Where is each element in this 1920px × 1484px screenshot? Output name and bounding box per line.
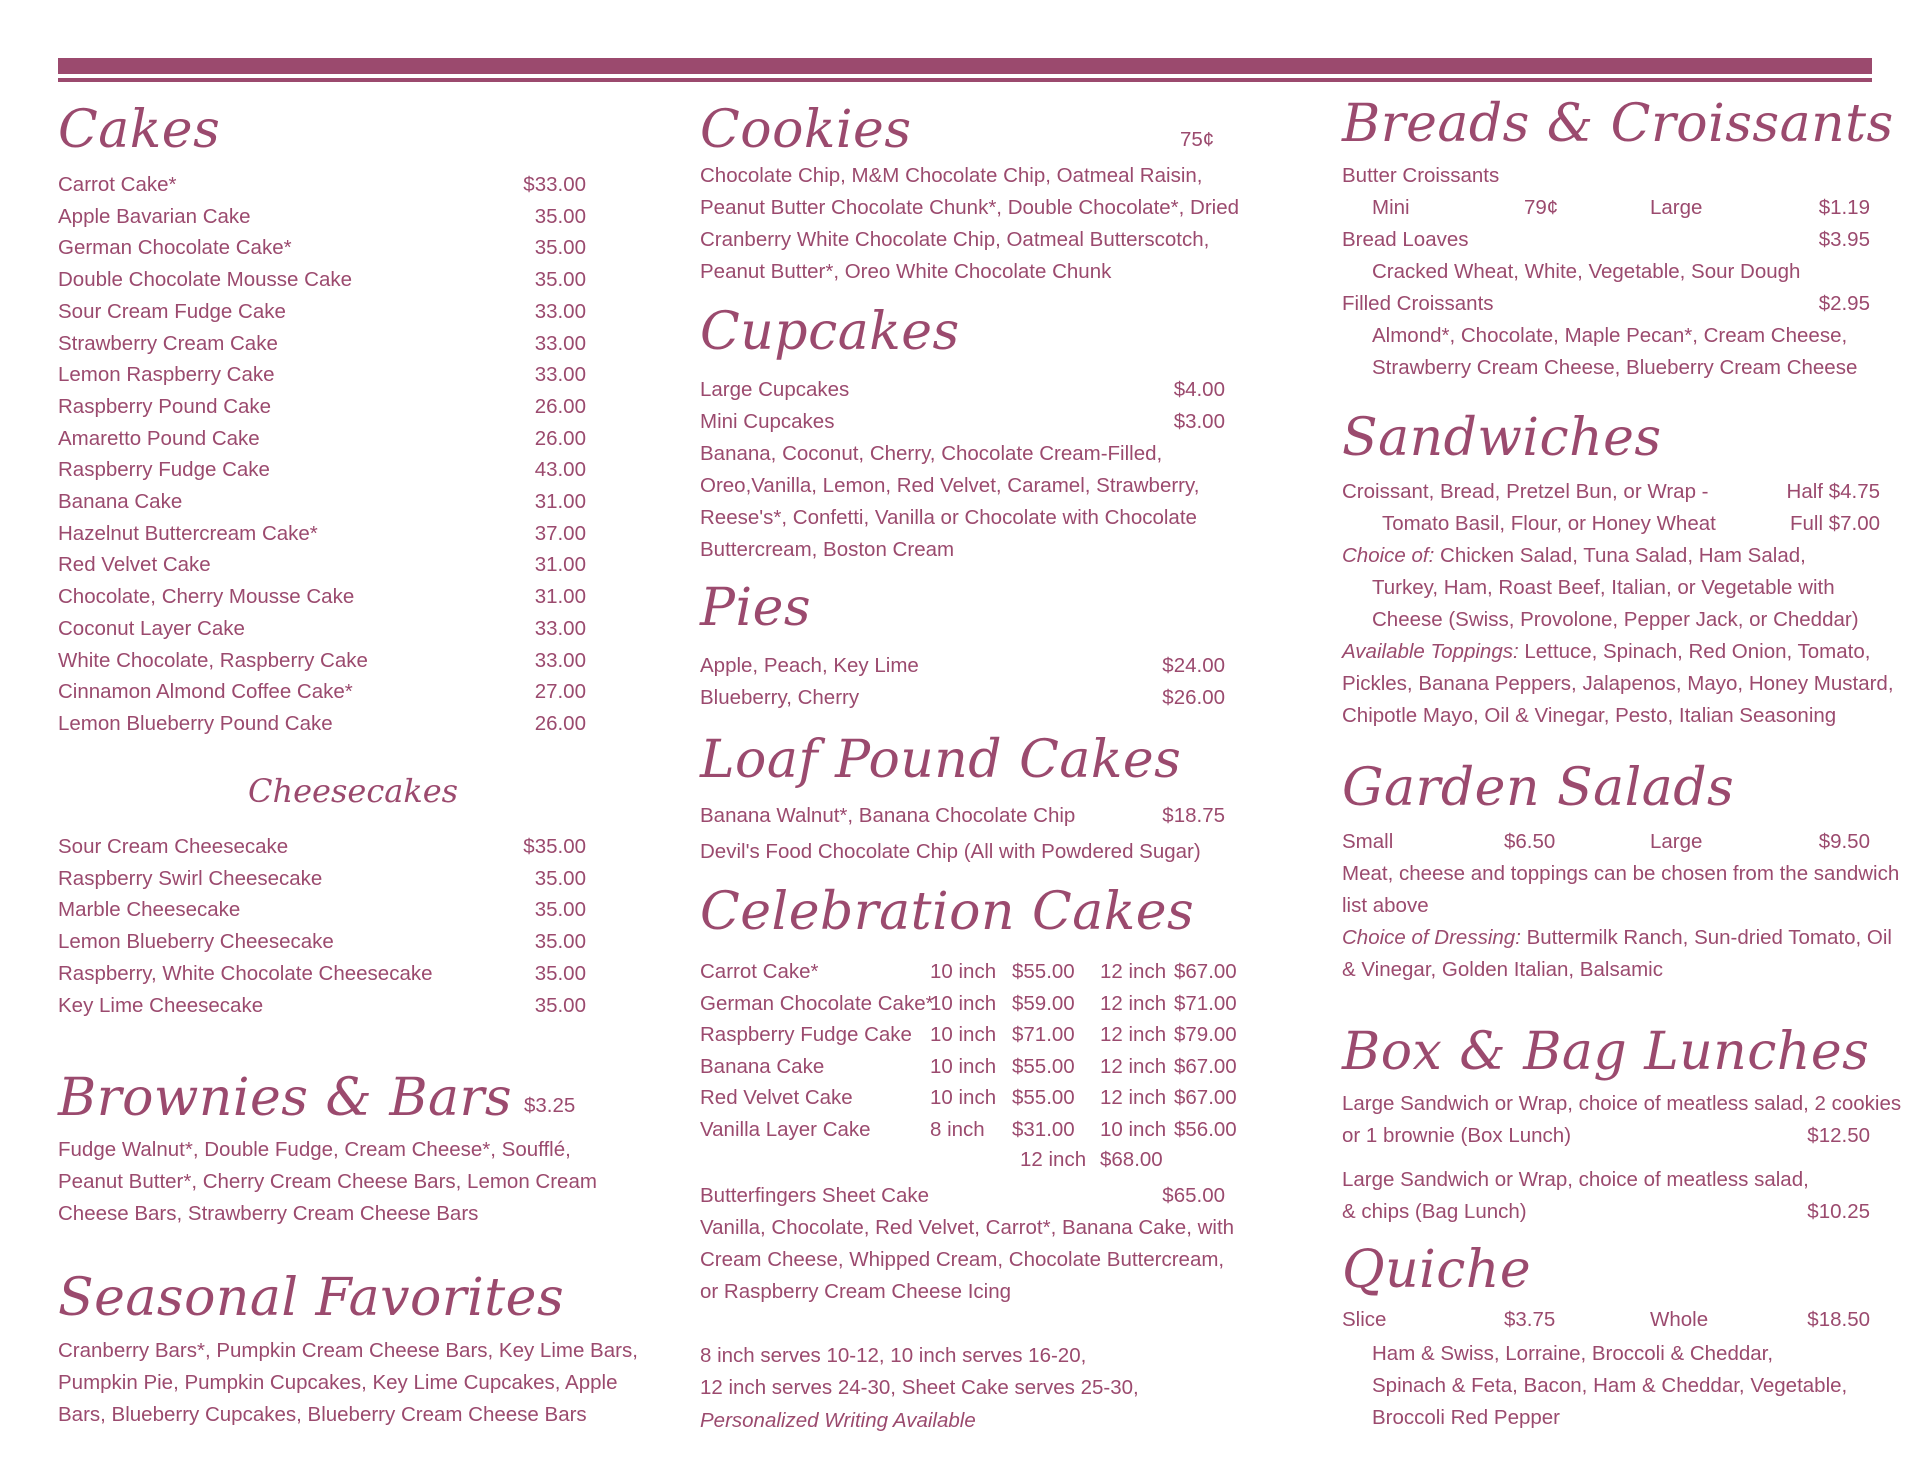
pies-item-name: Apple, Peach, Key Lime — [700, 654, 919, 677]
dressing-label: Choice of Dressing: — [1342, 926, 1521, 949]
celebration-price: $56.00 — [1174, 1118, 1237, 1141]
cake-item-price: $33.00 — [523, 173, 586, 196]
cheesecake-item-price: $35.00 — [523, 835, 586, 858]
celebration-cake-name: Vanilla Layer Cake — [700, 1118, 871, 1141]
serves-line: 12 inch serves 24-30, Sheet Cake serves 25-30, — [700, 1376, 1139, 1399]
cheesecake-item-name: Raspberry, White Chocolate Cheesecake — [58, 961, 433, 985]
celebration-size: 12 inch — [1100, 1054, 1167, 1078]
cake-item-name: Sour Cream Fudge Cake — [58, 299, 286, 323]
cake-item-name: Raspberry Pound Cake — [58, 394, 272, 418]
pies-heading: Pies — [700, 578, 812, 638]
brownies-line: Peanut Butter*, Cherry Cream Cheese Bars, Lemon Cream — [58, 1170, 597, 1193]
mini-price: 79¢ — [1524, 196, 1559, 219]
cupcakes-line: Reese's*, Confetti, Vanilla or Chocolate with Chocolate — [700, 506, 1197, 529]
salad-large-label: Large — [1650, 830, 1703, 853]
celebration-price: $67.00 — [1174, 1054, 1237, 1078]
cake-item-name: Chocolate, Cherry Mousse Cake — [58, 585, 355, 609]
quiche-slice-price: $3.75 — [1504, 1308, 1556, 1331]
large-label: Large — [1650, 196, 1703, 219]
cake-item-name: Strawberry Cream Cake — [58, 331, 278, 355]
cake-item-name: White Chocolate, Raspberry Cake — [58, 648, 368, 672]
cake-item-price: 31.00 — [534, 553, 586, 577]
cake-item-name: Double Chocolate Mousse Cake — [58, 268, 352, 292]
bag-lunch-line: Large Sandwich or Wrap, choice of meatless salad, — [1342, 1168, 1809, 1191]
celebration-size: 10 inch — [930, 991, 997, 1015]
celebration-cake-name: Raspberry Fudge Cake — [700, 1023, 912, 1047]
sheet-cake-name: Butterfingers Sheet Cake — [700, 1184, 930, 1207]
bag-lunch-price: $10.25 — [1807, 1200, 1870, 1223]
seasonal-line: Pumpkin Pie, Pumpkin Cupcakes, Key Lime Cupcakes, Apple — [58, 1371, 618, 1394]
salad-small-price: $6.50 — [1504, 830, 1556, 853]
cheesecake-item-price: 35.00 — [534, 930, 586, 954]
celebration-size: 12 inch — [1100, 991, 1167, 1015]
loaf-heading: Loaf Pound Cakes — [700, 730, 1182, 790]
cookies-line: Peanut Butter*, Oreo White Chocolate Chunk — [700, 260, 1112, 283]
salad-large-price: $9.50 — [1818, 830, 1870, 853]
celebration-price: $55.00 — [1012, 960, 1075, 983]
pies-item-name: Blueberry, Cherry — [700, 686, 860, 709]
cheesecake-item-name: Sour Cream Cheesecake — [58, 835, 289, 858]
cheesecake-item-price: 35.00 — [534, 961, 586, 985]
top-rule-thick — [58, 58, 1872, 74]
celebration-price: $31.00 — [1012, 1118, 1075, 1141]
celebration-size: 8 inch — [930, 1118, 985, 1141]
loaf-line: Banana Walnut*, Banana Chocolate Chip — [700, 804, 1076, 827]
cake-item-price: 35.00 — [534, 236, 586, 260]
seasonal-line: Bars, Blueberry Cupcakes, Blueberry Cream Cheese Bars — [58, 1403, 587, 1426]
pies-item-price: $24.00 — [1162, 654, 1225, 677]
choice-text: Chicken Salad, Tuna Salad, Ham Salad, — [1440, 544, 1806, 567]
celebration-extra-price: $68.00 — [1100, 1148, 1163, 1171]
celebration-cake-name: Carrot Cake* — [700, 960, 819, 983]
quiche-slice-label: Slice — [1342, 1308, 1387, 1331]
sandwich-line: Tomato Basil, Flour, or Honey Wheat — [1382, 512, 1716, 535]
sandwich-line: Croissant, Bread, Pretzel Bun, or Wrap - — [1342, 480, 1709, 503]
cake-item-price: 26.00 — [534, 394, 586, 418]
cupcakes-item-price: $3.00 — [1173, 410, 1225, 433]
quiche-line: Spinach & Feta, Bacon, Ham & Cheddar, Vegetable, — [1372, 1374, 1848, 1397]
celebration-size: 12 inch — [1100, 1023, 1167, 1047]
cake-item-price: 33.00 — [534, 299, 586, 323]
cake-item-price: 37.00 — [534, 521, 586, 545]
celebration-size: 12 inch — [1100, 960, 1167, 983]
cheesecake-item-price: 35.00 — [534, 866, 586, 890]
celebration-price: $79.00 — [1174, 1023, 1237, 1047]
cupcakes-heading: Cupcakes — [700, 302, 960, 362]
cake-item-price: 26.00 — [534, 426, 586, 450]
celebration-price: $55.00 — [1012, 1054, 1075, 1078]
sheet-cake-line: or Raspberry Cream Cheese Icing — [700, 1280, 1012, 1303]
quiche-whole-label: Whole — [1650, 1308, 1709, 1331]
cheesecake-item-name: Lemon Blueberry Cheesecake — [58, 930, 334, 954]
cheesecake-item-name: Marble Cheesecake — [58, 898, 241, 922]
celebration-heading: Celebration Cakes — [700, 882, 1195, 942]
toppings-line: Chipotle Mayo, Oil & Vinegar, Pesto, Italian Seasoning — [1342, 704, 1837, 727]
cake-item-name: Hazelnut Buttercream Cake* — [58, 521, 318, 545]
toppings-label: Available Toppings: — [1342, 640, 1519, 663]
brownies-price: $3.25 — [524, 1094, 576, 1117]
cookies-heading: Cookies — [700, 100, 912, 160]
sheet-cake-line: Vanilla, Chocolate, Red Velvet, Carrot*, Banana Cake, with — [700, 1216, 1235, 1239]
cake-item-price: 33.00 — [534, 331, 586, 355]
cake-item-name: Apple Bavarian Cake — [58, 204, 251, 228]
box-lunch-line: Large Sandwich or Wrap, choice of meatless salad, 2 cookies — [1342, 1092, 1902, 1115]
dressing-text: Buttermilk Ranch, Sun-dried Tomato, Oil — [1526, 926, 1892, 949]
lunches-heading: Box & Bag Lunches — [1342, 1022, 1870, 1082]
sandwich-half-price: Half $4.75 — [1786, 480, 1880, 503]
cupcakes-line: Buttercream, Boston Cream — [700, 538, 955, 561]
bag-lunch-line: & chips (Bag Lunch) — [1342, 1200, 1527, 1223]
cake-item-price: 33.00 — [534, 616, 586, 640]
salad-desc-line: Meat, cheese and toppings can be chosen from the sandwich — [1342, 862, 1900, 885]
toppings-text: Lettuce, Spinach, Red Onion, Tomato, — [1524, 640, 1871, 663]
cheesecake-item-price: 35.00 — [534, 993, 586, 1017]
celebration-price: $59.00 — [1012, 991, 1075, 1015]
celebration-price: $67.00 — [1174, 960, 1237, 983]
loaf-line: Devil's Food Chocolate Chip (All with Powdered Sugar) — [700, 840, 1201, 863]
cookies-line: Cranberry White Chocolate Chip, Oatmeal Butterscotch, — [700, 228, 1210, 251]
celebration-size: 10 inch — [1100, 1118, 1167, 1141]
choice-line: Turkey, Ham, Roast Beef, Italian, or Vegetable with — [1372, 576, 1835, 599]
salad-desc-line: list above — [1342, 894, 1429, 917]
mini-label: Mini — [1372, 196, 1410, 219]
toppings-line: Pickles, Banana Peppers, Jalapenos, Mayo, Honey Mustard, — [1342, 672, 1894, 695]
filled-line: Strawberry Cream Cheese, Blueberry Cream Cheese — [1372, 356, 1858, 379]
bread-loaves: Bread Loaves — [1342, 228, 1469, 251]
cupcakes-item-name: Large Cupcakes — [700, 378, 850, 401]
quiche-heading: Quiche — [1342, 1240, 1532, 1300]
sandwiches-heading: Sandwiches — [1342, 408, 1662, 468]
celebration-cake-name: Banana Cake — [700, 1054, 825, 1078]
cake-item-name: Lemon Raspberry Cake — [58, 363, 275, 387]
cupcakes-line: Oreo,Vanilla, Lemon, Red Velvet, Caramel, Strawberry, — [700, 474, 1200, 497]
sandwich-choice — [1342, 540, 1806, 572]
seasonal-heading: Seasonal Favorites — [58, 1268, 565, 1328]
cake-item-name: Lemon Blueberry Pound Cake — [58, 711, 333, 735]
quiche-line: Ham & Swiss, Lorraine, Broccoli & Cheddar, — [1372, 1342, 1774, 1365]
filled-line: Almond*, Chocolate, Maple Pecan*, Cream Cheese, — [1372, 324, 1848, 347]
cake-item-price: 35.00 — [534, 268, 586, 292]
cupcakes-item-price: $4.00 — [1173, 378, 1225, 401]
celebration-cake-name: Red Velvet Cake — [700, 1086, 853, 1110]
sandwich-full-price: Full $7.00 — [1789, 512, 1880, 535]
cookies-line: Peanut Butter Chocolate Chunk*, Double Chocolate*, Dried — [700, 196, 1240, 219]
cake-item-price: 33.00 — [534, 648, 586, 672]
large-price: $1.19 — [1818, 196, 1870, 219]
sandwich-toppings — [1342, 636, 1870, 668]
box-lunch-price: $12.50 — [1807, 1124, 1870, 1147]
cake-item-price: 43.00 — [534, 458, 586, 482]
celebration-price: $71.00 — [1012, 1023, 1075, 1047]
cookies-price: 75¢ — [1180, 128, 1215, 151]
celebration-extra-size: 12 inch — [1020, 1148, 1087, 1171]
cake-item-price: 27.00 — [534, 680, 586, 704]
cupcakes-item-name: Mini Cupcakes — [700, 410, 835, 433]
pies-item-price: $26.00 — [1162, 686, 1225, 709]
filled-croissants: Filled Croissants — [1342, 292, 1494, 315]
bread-loaves-price: $3.95 — [1818, 228, 1870, 251]
cake-item-name: Coconut Layer Cake — [58, 616, 245, 640]
top-rule-thin — [58, 78, 1872, 82]
cake-item-price: 31.00 — [534, 490, 586, 513]
butter-croissants: Butter Croissants — [1342, 164, 1500, 187]
salad-small-label: Small — [1342, 830, 1394, 853]
quiche-line: Broccoli Red Pepper — [1372, 1406, 1561, 1429]
cake-item-name: Banana Cake — [58, 490, 183, 513]
cake-item-name: German Chocolate Cake* — [58, 236, 292, 260]
seasonal-line: Cranberry Bars*, Pumpkin Cream Cheese Bars, Key Lime Bars, — [58, 1339, 638, 1362]
salads-heading: Garden Salads — [1342, 758, 1735, 818]
celebration-price: $55.00 — [1012, 1086, 1075, 1110]
cake-item-price: 35.00 — [534, 204, 586, 228]
cake-item-name: Raspberry Fudge Cake — [58, 458, 270, 482]
celebration-size: 12 inch — [1100, 1086, 1167, 1110]
cookies-line: Chocolate Chip, M&M Chocolate Chip, Oatmeal Raisin, — [700, 164, 1203, 187]
sheet-cake-line: Cream Cheese, Whipped Cream, Chocolate Buttercream, — [700, 1248, 1225, 1271]
celebration-size: 10 inch — [930, 1023, 997, 1047]
breads-heading: Breads & Croissants — [1342, 94, 1894, 154]
choice-label: Choice of: — [1342, 544, 1435, 567]
celebration-cake-name: German Chocolate Cake* — [700, 991, 934, 1015]
celebration-price: $71.00 — [1174, 991, 1237, 1015]
box-lunch-line: or 1 brownie (Box Lunch) — [1342, 1124, 1572, 1147]
cake-item-name: Cinnamon Almond Coffee Cake* — [58, 680, 353, 704]
serves-line: 8 inch serves 10-12, 10 inch serves 16-20, — [700, 1344, 1087, 1367]
sheet-cake-price: $65.00 — [1162, 1184, 1225, 1207]
salad-dressing — [1342, 922, 1892, 954]
cheesecake-item-price: 35.00 — [534, 898, 586, 922]
celebration-size: 10 inch — [930, 1054, 997, 1078]
brownies-line: Fudge Walnut*, Double Fudge, Cream Cheese*, Soufflé, — [58, 1138, 571, 1161]
cake-item-price: 26.00 — [534, 711, 586, 735]
cake-item-price: 33.00 — [534, 363, 586, 387]
filled-croissants-price: $2.95 — [1818, 292, 1870, 315]
dressing-line: & Vinegar, Golden Italian, Balsamic — [1342, 958, 1663, 981]
cake-item-name: Amaretto Pound Cake — [58, 426, 260, 450]
celebration-size: 10 inch — [930, 960, 997, 983]
celebration-size: 10 inch — [930, 1086, 997, 1110]
choice-line: Cheese (Swiss, Provolone, Pepper Jack, or Cheddar) — [1372, 608, 1859, 631]
cheesecake-item-name: Key Lime Cheesecake — [58, 993, 264, 1017]
cupcakes-line: Banana, Coconut, Cherry, Chocolate Cream-Filled, — [700, 442, 1163, 465]
brownies-line: Cheese Bars, Strawberry Cream Cheese Bars — [58, 1202, 479, 1225]
cheesecakes-heading: Cheesecakes — [248, 772, 459, 810]
celebration-price: $67.00 — [1174, 1086, 1237, 1110]
writing-note: Personalized Writing Available — [700, 1409, 976, 1432]
loaf-price: $18.75 — [1162, 804, 1225, 827]
brownies-heading: Brownies & Bars — [58, 1068, 513, 1128]
cake-item-price: 31.00 — [534, 585, 586, 609]
cheesecake-item-name: Raspberry Swirl Cheesecake — [58, 866, 323, 890]
bread-loaves-types: Cracked Wheat, White, Vegetable, Sour Dough — [1372, 260, 1801, 283]
cake-item-name: Carrot Cake* — [58, 173, 177, 196]
cake-item-name: Red Velvet Cake — [58, 553, 211, 577]
cakes-heading: Cakes — [58, 100, 221, 160]
quiche-whole-price: $18.50 — [1807, 1308, 1870, 1331]
